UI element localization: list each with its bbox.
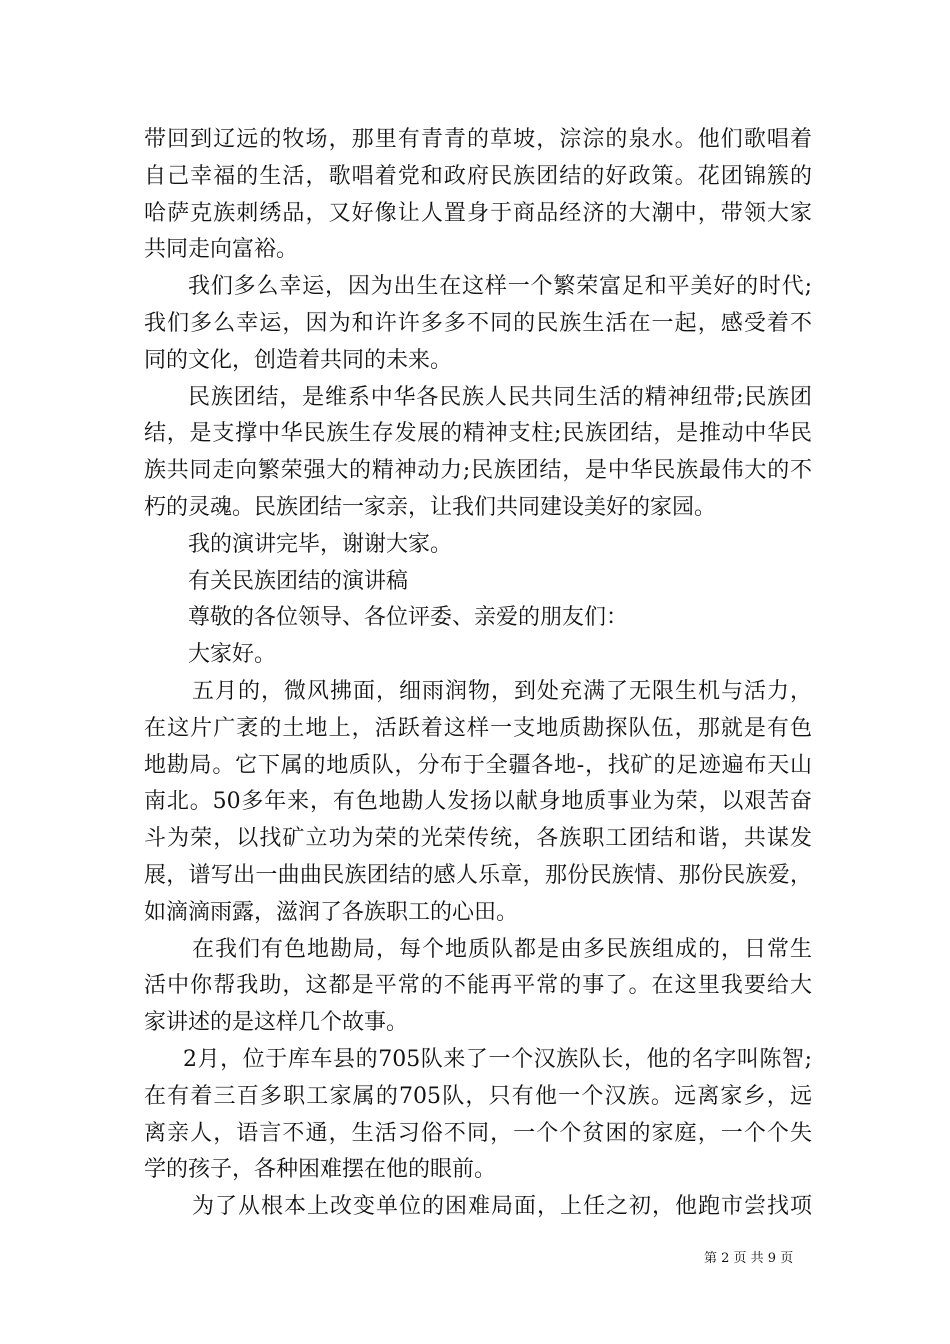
text-line: 地勘局。它下属的地质队，分布于全疆各地-，找矿的足迹遍布天山 <box>144 752 812 778</box>
paragraph-start-line: 为了从根本上改变单位的困难局面，上任之初，他跑市尝找项 <box>192 1194 812 1220</box>
paragraph-start-line: 2月，位于库车县的705队来了一个汉族队长，他的名字叫陈智; <box>183 1046 812 1072</box>
text-line: 如滴滴雨露，滋润了各族职工的心田。 <box>144 899 519 925</box>
text-line: 在这片广袤的土地上，活跃着这样一支地质勘探队伍，那就是有色 <box>144 715 812 741</box>
page-number-footer: 第 2 页 共 9 页 <box>704 1251 794 1266</box>
salutation-line: 尊敬的各位领导、各位评委、亲爱的朋友们： <box>188 605 629 631</box>
text-line: 学的孩子，各种困难摆在他的眼前。 <box>144 1157 497 1183</box>
text-line: 活中你帮我助，这都是平常的不能再平常的事了。在这里我要给大 <box>144 973 812 999</box>
text-line: 共同走向富裕。 <box>144 237 299 263</box>
paragraph-start-line: 五月的，微风拂面，细雨润物，到处充满了无限生机与活力， <box>192 678 812 704</box>
text-line: 族共同走向繁荣强大的精神动力;民族团结，是中华民族最伟大的不 <box>144 458 812 484</box>
section-title: 有关民族团结的演讲稿 <box>188 568 409 594</box>
text-line: 我们多么幸运，因为和许许多多不同的民族生活在一起，感受着不 <box>144 310 812 336</box>
text-line: 结，是支撑中华民族生存发展的精神支柱;民族团结，是推动中华民 <box>144 421 812 447</box>
paragraph-start-line: 在我们有色地勘局，每个地质队都是由多民族组成的，日常生 <box>192 936 812 962</box>
document-body <box>144 122 812 1226</box>
text-line: 斗为荣，以找矿立功为荣的光荣传统，各族职工团结和谐，共谋发 <box>144 826 812 852</box>
text-line: 展，谱写出一曲曲民族团结的感人乐章，那份民族情、那份民族爱， <box>144 862 812 888</box>
closing-line: 我的演讲完毕，谢谢大家。 <box>188 531 453 557</box>
paragraph-start-line: 我们多么幸运，因为出生在这样一个繁荣富足和平美好的时代; <box>188 274 812 300</box>
text-line: 自己幸福的生活，歌唱着党和政府民族团结的好政策。花团锦簇的 <box>144 163 812 189</box>
text-line: 哈萨克族刺绣品，又好像让人置身于商品经济的大潮中，带领大家 <box>144 200 812 226</box>
text-line: 家讲述的是这样几个故事。 <box>144 1010 409 1036</box>
text-line: 朽的灵魂。民族团结一家亲，让我们共同建设美好的家园。 <box>144 494 717 520</box>
greeting-line: 大家好。 <box>188 642 277 668</box>
text-line: 南北。50多年来，有色地勘人发扬以献身地质事业为荣，以艰苦奋 <box>144 789 812 815</box>
text-line: 带回到辽远的牧场，那里有青青的草坡，淙淙的泉水。他们歌唱着 <box>144 127 812 152</box>
text-line: 离亲人，语言不通，生活习俗不同，一个个贫困的家庭，一个个失 <box>144 1120 812 1146</box>
text-line: 同的文化，创造着共同的未来。 <box>144 347 453 373</box>
text-line: 在有着三百多职工家属的705队，只有他一个汉族。远离家乡，远 <box>144 1083 812 1109</box>
paragraph-start-line: 民族团结，是维系中华各民族人民共同生活的精神纽带;民族团 <box>188 384 812 410</box>
